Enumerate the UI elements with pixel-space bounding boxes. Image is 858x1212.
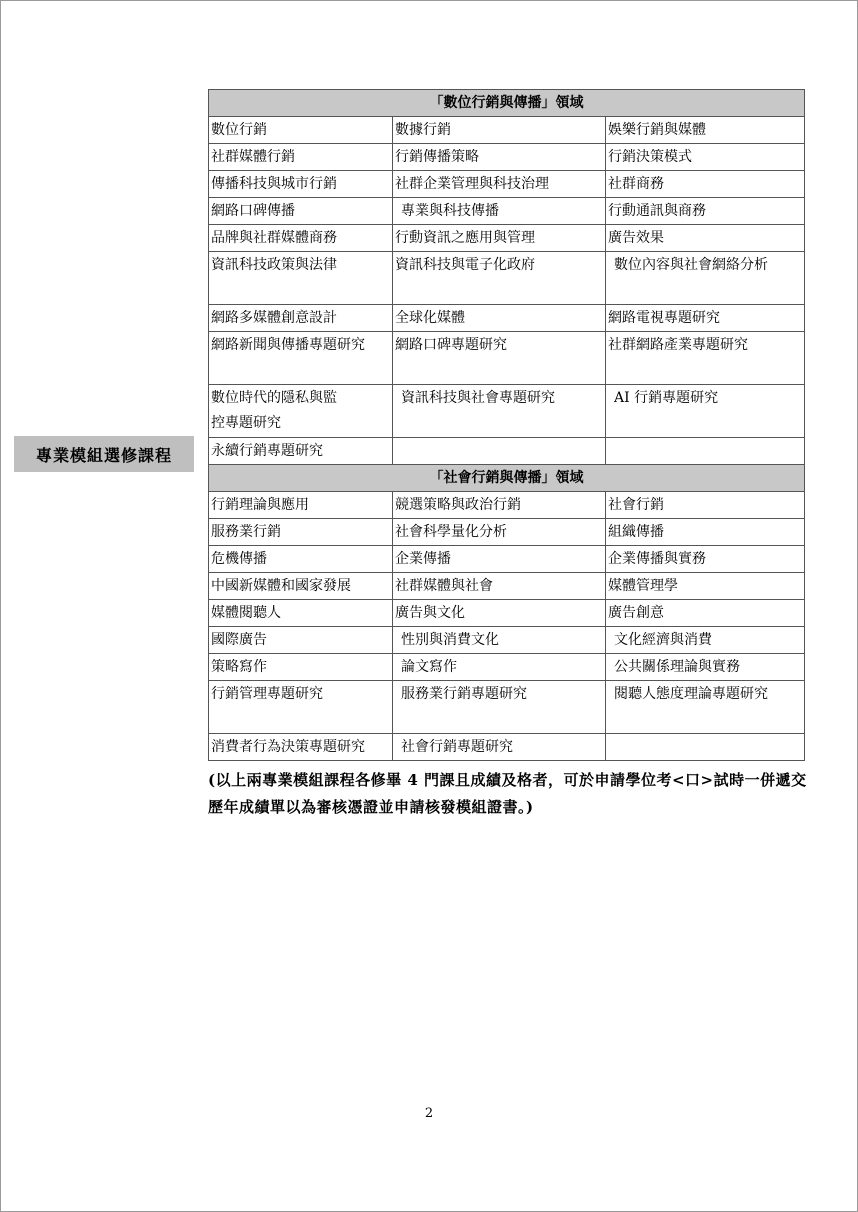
module-label: 專業模組選修課程: [14, 436, 194, 472]
course-cell: 行銷理論與應用: [209, 492, 393, 519]
table-row: [209, 225, 805, 252]
course-cell: 資訊科技與社會專題研究: [393, 385, 606, 438]
table-row: [209, 305, 805, 332]
course-cell: 廣告效果: [606, 225, 805, 252]
course-cell: 社群商務: [606, 171, 805, 198]
course-cell: 社群網路產業專題研究: [606, 332, 805, 385]
course-cell: 數位內容與社會網絡分析: [606, 252, 805, 305]
course-cell: 資訊科技與電子化政府: [393, 252, 606, 305]
footnote: (以上兩專業模組課程各修畢 4 門課且成績及格者，可於申請學位考<口>試時一併遞交歷年成績單以為審核憑證並申請核發模組證書。): [208, 771, 807, 816]
table-row: [209, 144, 805, 171]
table-row: [209, 600, 805, 627]
course-cell: 專業與科技傳播: [393, 198, 606, 225]
course-cell: 資訊科技政策與法律: [209, 252, 393, 305]
course-cell: 行動通訊與商務: [606, 198, 805, 225]
course-cell: 行動資訊之應用與管理: [393, 225, 606, 252]
course-cell: 社群媒體行銷: [209, 144, 393, 171]
course-cell: 組織傳播: [606, 519, 805, 546]
course-cell: 企業傳播: [393, 546, 606, 573]
course-cell: 消費者行為決策專題研究: [209, 734, 393, 761]
section-header-social: [209, 465, 805, 492]
table-row: [209, 438, 805, 465]
course-cell: [606, 734, 805, 761]
course-cell: 數據行銷: [393, 117, 606, 144]
table-row: [209, 519, 805, 546]
course-cell: 網路電視專題研究: [606, 305, 805, 332]
course-cell: [606, 438, 805, 465]
course-cell: 性別與消費文化: [393, 627, 606, 654]
section-header-digital: [209, 90, 805, 117]
course-cell: 社會科學量化分析: [393, 519, 606, 546]
table-row: [209, 492, 805, 519]
course-cell: 品牌與社群媒體商務: [209, 225, 393, 252]
course-cell: 社會行銷: [606, 492, 805, 519]
course-cell: 競選策略與政治行銷: [393, 492, 606, 519]
table-row: [209, 573, 805, 600]
course-cell: 永續行銷專題研究: [209, 438, 393, 465]
section-title: 「社會行銷與傳播」領域: [209, 465, 805, 492]
table-row: [209, 332, 805, 385]
table-row: [209, 171, 805, 198]
course-cell: 危機傳播: [209, 546, 393, 573]
course-cell: 策略寫作: [209, 654, 393, 681]
table-row: [209, 654, 805, 681]
course-cell: 全球化媒體: [393, 305, 606, 332]
course-cell: 行銷傳播策略: [393, 144, 606, 171]
course-cell: 媒體管理學: [606, 573, 805, 600]
course-cell: 娛樂行銷與媒體: [606, 117, 805, 144]
course-cell: 企業傳播與實務: [606, 546, 805, 573]
section-title: 「數位行銷與傳播」領域: [209, 90, 805, 117]
course-cell: 中國新媒體和國家發展: [209, 573, 393, 600]
course-cell: AI 行銷專題研究: [606, 385, 805, 438]
table-row: [209, 734, 805, 761]
table-row: [209, 198, 805, 225]
table-row: [209, 546, 805, 573]
course-cell: 行銷管理專題研究: [209, 681, 393, 734]
course-cell: 公共關係理論與實務: [606, 654, 805, 681]
course-cell: 廣告創意: [606, 600, 805, 627]
course-cell: 文化經濟與消費: [606, 627, 805, 654]
course-cell: 行銷決策模式: [606, 144, 805, 171]
course-cell: 服務業行銷: [209, 519, 393, 546]
table-row: [209, 627, 805, 654]
course-cell: 論文寫作: [393, 654, 606, 681]
course-cell: 媒體閱聽人: [209, 600, 393, 627]
course-cell: 閱聽人態度理論專題研究: [606, 681, 805, 734]
course-cell: 數位行銷: [209, 117, 393, 144]
course-cell: 社會行銷專題研究: [393, 734, 606, 761]
course-cell: 服務業行銷專題研究: [393, 681, 606, 734]
course-cell: 社群企業管理與科技治理: [393, 171, 606, 198]
course-cell: 國際廣告: [209, 627, 393, 654]
page-number: 2: [424, 1106, 434, 1121]
course-cell: 社群媒體與社會: [393, 573, 606, 600]
course-table: [208, 89, 805, 761]
course-cell: 網路口碑專題研究: [393, 332, 606, 385]
table-row: [209, 117, 805, 144]
course-cell: 傳播科技與城市行銷: [209, 171, 393, 198]
course-cell: [393, 438, 606, 465]
course-cell: 網路新聞與傳播專題研究: [209, 332, 393, 385]
table-row: [209, 385, 805, 438]
table-row: [209, 681, 805, 734]
course-cell: 網路多媒體創意設計: [209, 305, 393, 332]
course-cell: 數位時代的隱私與監控專題研究: [209, 385, 393, 438]
table-row: [209, 252, 805, 305]
course-cell: 網路口碑傳播: [209, 198, 393, 225]
course-cell: 廣告與文化: [393, 600, 606, 627]
